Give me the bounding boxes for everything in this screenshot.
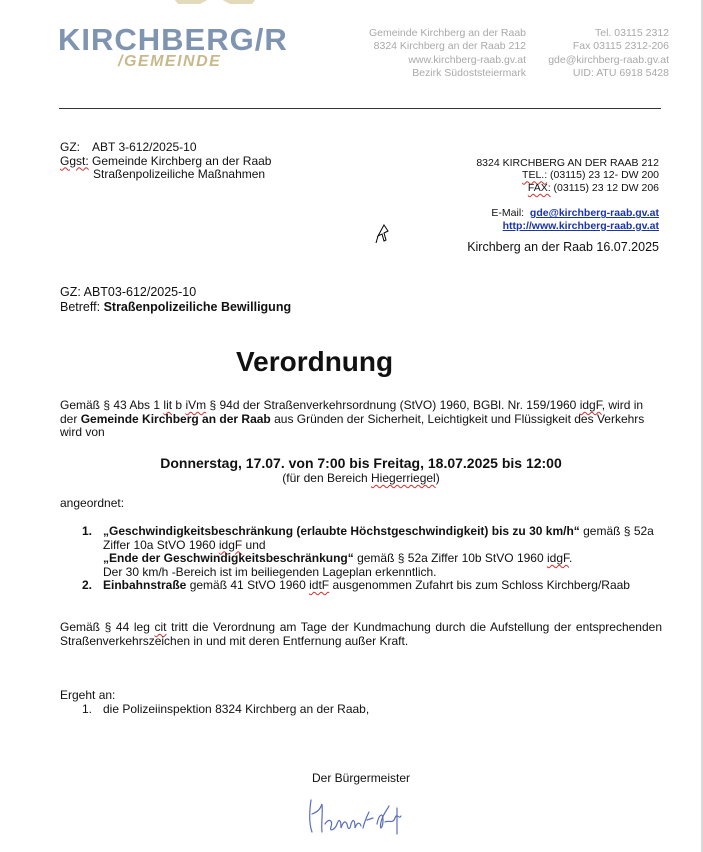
ggst-label: Ggst:	[60, 153, 89, 168]
text-run: gemäß § 52a Ziffer 10b StVO 1960	[357, 551, 544, 565]
intro-paragraph	[60, 399, 662, 440]
address-line: Gemeinde Kirchberg an der Raab	[368, 27, 526, 39]
list-item	[60, 525, 662, 579]
signature-image	[303, 794, 413, 842]
text-run: idgF	[218, 537, 243, 552]
text-run: iVm	[185, 398, 207, 412]
text-run: gemäß 41 StVO 1960	[189, 578, 306, 592]
measure-title: „Geschwindigkeitsbeschränkung (erlaubte Höchstgeschwindigkeit) bis zu 30 km/h“	[103, 524, 580, 538]
sender-block	[476, 157, 659, 232]
contact-line: UID: ATU 6918 5428	[572, 67, 669, 80]
list-number: 1.	[82, 701, 93, 716]
area-prefix: (für den Bereich	[282, 471, 368, 485]
document-date: Kirchberg an der Raab 16.07.2025	[467, 240, 659, 254]
contact-line: gde@kirchberg-raab.gv.at	[548, 53, 669, 66]
text-run: ausgenommen Zufahrt bis zum Schloss Kirchberg/Raab	[332, 578, 630, 592]
text-run: Gemäß § 44 leg	[60, 620, 150, 634]
text-run: aus Gründen der Sicherheit, Leichtigkeit und Flüssigkeit des Verkehrs wird von	[60, 411, 645, 439]
ggst-line: Gemeinde Kirchberg an der Raab	[92, 153, 272, 168]
text-run: idgF	[579, 398, 602, 412]
text-run: gemäß § 52a Ziffer 10a StVO 1960	[103, 524, 654, 552]
closing-paragraph	[60, 621, 662, 648]
tel-label: TEL.:	[522, 169, 548, 182]
area-name: Hiegerriegel	[371, 471, 436, 485]
email-label: E-Mail:	[491, 207, 525, 220]
period-block	[60, 455, 662, 485]
text-run: idgF	[546, 551, 569, 565]
text-run: Gemäß § 43 Abs 1	[60, 398, 161, 412]
period-line: Donnerstag, 17.07. von 7:00 bis Freitag, 18.07.2025 bis 12:00	[160, 455, 562, 471]
subject-block	[60, 285, 291, 315]
recipient-text: die Polizeiinspektion 8324 Kirchberg an der Raab,	[103, 701, 370, 716]
recipients-block	[60, 689, 662, 716]
header-divider	[59, 108, 661, 109]
address-line: 8324 Kirchberg an der Raab 212	[373, 40, 526, 53]
email-link[interactable]: gde@kirchberg-raab.gv.at	[529, 207, 659, 220]
text-run: § 94d der Straßenverkehrsordnung (StVO) 1960, BGBl. Nr. 159/1960	[209, 398, 577, 412]
list-number: 2.	[82, 578, 93, 592]
betreff-value: Straßenpolizeiliche Bewilligung	[103, 300, 292, 314]
area-suffix: )	[435, 471, 440, 485]
text-run: .	[569, 551, 573, 565]
contact-line: Fax 03115 2312-206	[572, 40, 669, 53]
subject-gz: GZ: ABT03-612/2025-10	[60, 285, 197, 299]
text-run: , wird in der	[60, 398, 644, 426]
text-run: und	[245, 537, 266, 552]
ordered-label: angeordnet:	[60, 496, 125, 510]
contact-line: Tel. 03115 2312	[595, 27, 669, 39]
address-line: www.kirchberg-raab.gv.at	[408, 53, 526, 66]
betreff-label: Betreff:	[60, 300, 101, 314]
fax-value: (03115) 23 12 DW 206	[553, 181, 659, 194]
address-line: Bezirk Südoststeiermark	[412, 67, 526, 80]
text-run: Der 30 km/h -Bereich ist im beiliegenden Lageplan erkenntlich.	[103, 564, 437, 579]
list-number: 1.	[82, 524, 93, 538]
reference-block	[60, 141, 360, 182]
mouse-cursor-icon	[375, 224, 391, 244]
list-item	[60, 579, 662, 593]
sender-address: 8324 KIRCHBERG AN DER RAAB 212	[476, 157, 659, 169]
gz-value: ABT 3-612/2025-10	[92, 140, 197, 154]
text-run: lit	[163, 398, 173, 412]
municipality-name: Gemeinde Kirchberg an der Raab	[80, 411, 271, 426]
text-run: b	[175, 398, 183, 412]
logo-wordmark: KIRCHBERG/R	[58, 22, 288, 57]
recipients-label: Ergeht an:	[60, 688, 116, 702]
measures-list	[60, 525, 662, 593]
website-link[interactable]: http://www.kirchberg-raab.gv.at	[502, 219, 659, 232]
text-run: tritt die Verordnung am Tage der Kundmachung durch die Aufstellung der entsprechenden Straßenverkehrszeichen in und mit deren Entfernung außer Kraft.	[60, 620, 662, 648]
signatory-title: Der Bürgermeister	[312, 771, 411, 785]
logo-subline: /GEMEINDE	[118, 53, 222, 70]
page-title: Verordnung	[236, 346, 394, 377]
municipality-address	[330, 27, 526, 81]
measure-title: Einbahnstraße	[103, 578, 187, 592]
tel-value: (03115) 23 12- DW 200	[550, 169, 659, 182]
gz-label: GZ:	[60, 140, 80, 154]
text-run: cit	[154, 620, 167, 634]
municipality-contact	[530, 27, 669, 81]
measure-title: „Ende der Geschwindigkeitsbeschränkung“	[103, 551, 354, 565]
fax-label: FAX:	[527, 181, 551, 194]
ggst-line: Straßenpolizeiliche Maßnahmen	[93, 167, 266, 181]
text-run: idtF	[309, 578, 330, 592]
crest-logo	[160, 0, 270, 18]
list-item	[60, 703, 662, 717]
